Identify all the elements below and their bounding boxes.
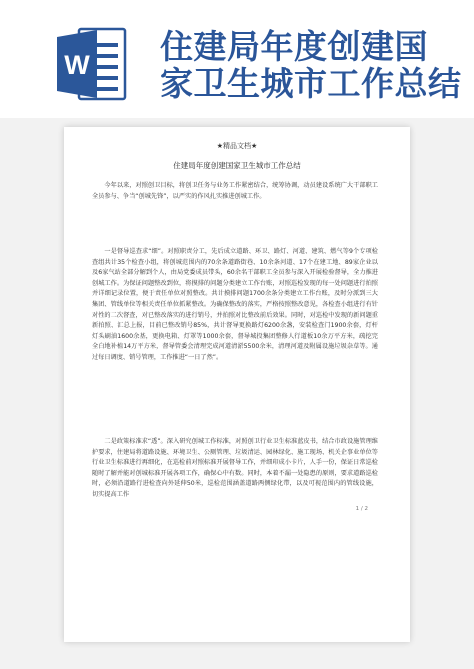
document-title: 住建局年度创建国家卫生城市工作总结	[173, 161, 301, 170]
paragraph-standards: 二是政策标准求“透”。深入研究创城工作标准，对照创卫行业卫生标准蓝皮书，结合市政设施管理维护要求，住建局将道路设施、环境卫生、公厕管理、垃圾清运、园林绿化、施工现场、机关企事业单位等行业卫生标准进行再细化，在巡检前对照标准开展督导工作，并细印成小卡片，人手一份，保证日常巡检随时了解并能对创城标准开展各项工作，确保心中有数。同时，本着不漏一处隐患的原则，要求道路巡检时，必须沿道路行进检查向外延伸50米，巡检范围涵盖道路两侧绿化带，以及可视范围内的管线设施，切实提高工作	[92, 438, 378, 498]
word-letter: W	[64, 50, 90, 80]
document-page	[64, 127, 410, 642]
word-document-icon	[57, 27, 127, 101]
banner	[0, 0, 474, 118]
banner-title: 住建局年度创建国 家卫生城市工作总结	[160, 27, 462, 103]
paragraph-inspection: 一是督导巡查求“细”。对照职责分工，先后成立道路、环卫、路灯、河道、建筑、燃气等9个专项检查组共计35个检查小组，将创城范围内的70余条道路街巷、10余条河道、17个在建工地、89家企业以及6家气站全部分解到个人，由局党委成员带头，60余名干部职工全员参与深入开展检验督导，全力推进创城工作。为保证问题整改到位，将摸排的问题分类建立工作台账，对照巡检发现的每一处问题进行拍照并详细记录位置，便于责任单位对照整改。共计摸排问题1700余条分类建立工作台账，及时分派到三大集团、管线单位等相关责任单位抓紧整改。为确保整改的落实，严格按照整改意见，各检查小组进行有针对性的二次督查，对已整改落实的进行销号，并拍照对比整改前后效果。同时，对巡检中发现的新问题重新拍照、汇总上报，目前已整改销号85%，共计督导更换路灯6200余盏，安装检查门1900余套，灯杆灯头刷油1600余基，更换电箱、灯罩等1000余套，督导城投集团整修人行道板10余万平方米，疏挖完全白地补植14万平方米，督导管委会清理完成河道清淤5500余米，清理河道及附属设施垃圾杂草等。通过每日调度、销号管理，工作推进“一日了然”。	[92, 248, 378, 361]
document-header-mark: ★精品文档★	[216, 142, 258, 150]
page-number: 1 / 2	[355, 506, 368, 512]
paragraph-intro: 今年以来，对照创卫目标，将创卫任务与业务工作紧密结合，统筹协调，动员建设系统广大干部职工全员参与、争当“创城先锋”，以严实的作风扎实推进创城工作。	[92, 182, 378, 200]
